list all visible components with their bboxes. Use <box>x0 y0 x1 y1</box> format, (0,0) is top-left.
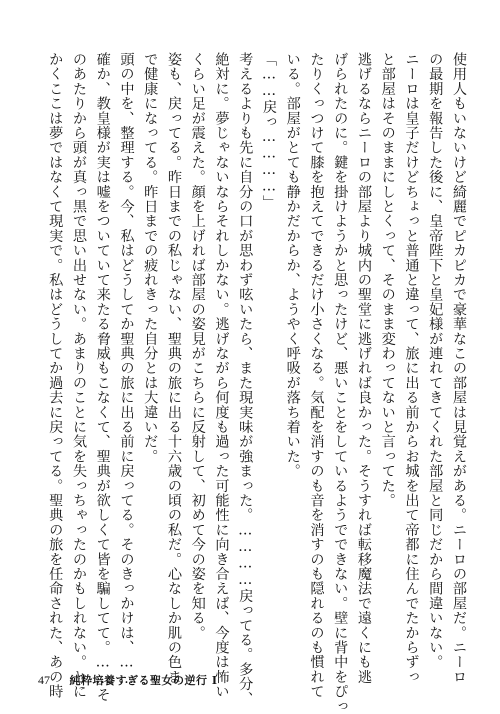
text-line: くらい足が震えた。顔を上げれば部屋の姿見がこちらに反射して、初めて今の姿を知る。 <box>189 52 206 640</box>
text-line: いる。部屋がとても静かだからか、ようやく呼吸が落ち着いた。 <box>284 52 301 479</box>
page-number: 47 <box>38 673 50 687</box>
text-line: と部屋はそのままにしとくって、そのまま変わってないと言ってた。 <box>379 52 396 508</box>
text-line: 逃げるならニーロの部屋より城内の聖堂に逃げれば良かった。そうすれば転移魔法で遠くにも逃 <box>356 52 372 685</box>
text-line: げられたのに。鍵を掛けようかと思ったけど、悪いことをしているようでできない。壁に背中をぴっ <box>332 52 349 714</box>
page-footer <box>38 672 217 688</box>
text-line: 絶対に。夢じゃないならそれしかない。逃げながら何度も過った可能性に向き合えば、今度は怖い <box>213 52 230 699</box>
text-line: 使用人もいないけど綺麗でピカピカで豪華なこの部屋は見覚えがある。ニーロの部屋だ。ニーロ <box>451 52 467 685</box>
text-line: 考えるよりも先に自分の口が思わず呟いたら、また現実味が強まった。…………戻ってる。多分、 <box>237 52 254 706</box>
text-line: で健康になってる。昨日までの疲れきった自分とは大違いだ。 <box>142 52 159 464</box>
book-title: 純粋培養すぎる聖女の逆行 I <box>69 674 218 687</box>
text-line: 姿も、戻ってる。昨日までの私じゃない、聖典の旅に出る十六歳の頃の私だ。心なしか肌の色ま <box>166 52 182 685</box>
text-line: 確か、教皇様が実は嘘をついていて来たる脅威もこなくて、聖典が欲しくて皆を騙してて。……そ <box>94 52 111 703</box>
text-line: ニーロは皇子だけどちょっと普通と違って、旅に出る前からお城を出て帝都に住んでたからずっ <box>403 52 420 685</box>
text-line: 頭の中を、整理する。今、私はどうしてか聖典の旅に出る前に戻ってる。そのきっかけは、…… <box>118 52 135 688</box>
text-line: のあたりから頭が真っ黒で思い出せない。あまりのことに気を失っちゃったのかもしれない。とに <box>71 52 87 699</box>
text-line: かくここは夢ではなくて現実で。私はどうしてか過去に戻ってる。聖典の旅を任命された、あの時 <box>47 52 64 699</box>
text-line: の最期を報告した後に、皇帝陛下と皇妃様が連れてきてくれた部屋と同じだから間違いない。 <box>427 52 444 670</box>
text-line: たりくっつけて膝を抱えてできるだけ小さくなる。気配を消すのも音を消すのも隠れるのも慣れて <box>308 52 325 699</box>
text-line: 「……戻っ…………」 <box>261 52 277 210</box>
